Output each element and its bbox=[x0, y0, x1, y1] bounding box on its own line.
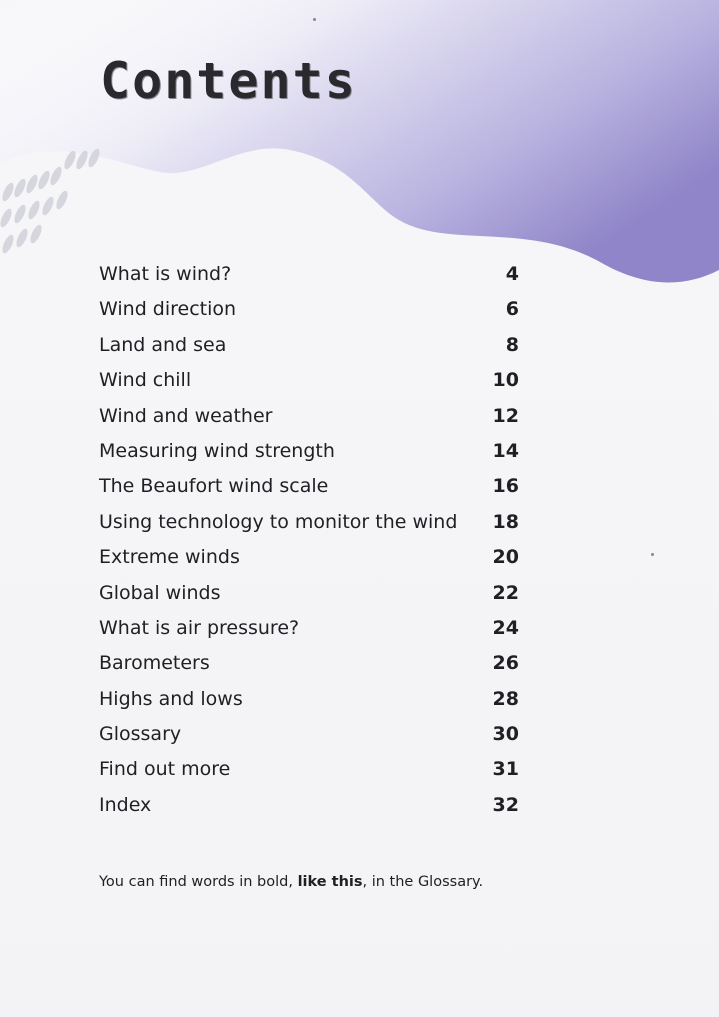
toc-entry-title: Wind and weather bbox=[99, 404, 273, 427]
glossary-note-text: You can find words in bold, bbox=[99, 874, 298, 890]
toc-entry-page: 18 bbox=[492, 510, 519, 533]
toc-entry-title: Land and sea bbox=[99, 333, 227, 356]
toc-entry[interactable] bbox=[99, 758, 519, 793]
toc-entry-page: 26 bbox=[492, 652, 519, 675]
toc-entry-title: Find out more bbox=[99, 758, 231, 781]
decorative-wave-banner bbox=[0, 0, 719, 300]
toc-entry-page: 32 bbox=[492, 793, 519, 816]
toc-entry-title: Extreme winds bbox=[99, 546, 240, 569]
speck bbox=[651, 553, 654, 556]
toc-entry[interactable] bbox=[99, 652, 519, 687]
toc-entry[interactable] bbox=[99, 546, 519, 581]
toc-entry-title: The Beaufort wind scale bbox=[99, 475, 329, 498]
toc-entry[interactable] bbox=[99, 298, 519, 333]
toc-entry-page: 8 bbox=[505, 333, 519, 356]
toc-entry[interactable] bbox=[99, 440, 519, 475]
toc-entry-page: 20 bbox=[492, 546, 519, 569]
toc-entry[interactable] bbox=[99, 617, 519, 652]
toc-entry-page: 24 bbox=[492, 616, 519, 639]
toc-entry[interactable] bbox=[99, 475, 519, 510]
toc-entry-title: What is wind? bbox=[99, 263, 232, 285]
toc-entry-title: Using technology to monitor the wind bbox=[99, 510, 458, 533]
toc-entry-title: Barometers bbox=[99, 652, 210, 675]
table-of-contents bbox=[99, 263, 519, 829]
toc-entry[interactable] bbox=[99, 582, 519, 617]
toc-entry-title: Wind chill bbox=[99, 369, 192, 392]
toc-entry[interactable] bbox=[99, 405, 519, 440]
toc-entry-title: Glossary bbox=[99, 723, 182, 746]
toc-entry-page: 28 bbox=[492, 687, 519, 710]
toc-entry-title: Measuring wind strength bbox=[99, 439, 335, 462]
dot-pattern bbox=[0, 147, 102, 255]
toc-entry-title: Highs and lows bbox=[99, 687, 243, 710]
toc-entry-page: 30 bbox=[492, 723, 519, 746]
toc-entry-page: 14 bbox=[492, 439, 519, 462]
toc-entry[interactable] bbox=[99, 723, 519, 758]
toc-entry[interactable] bbox=[99, 334, 519, 369]
toc-entry-title: Wind direction bbox=[99, 298, 237, 321]
toc-entry-title: Index bbox=[99, 793, 152, 816]
toc-entry-page: 12 bbox=[492, 404, 519, 427]
glossary-note-text-end: , in the Glossary. bbox=[362, 874, 484, 890]
toc-entry-page: 31 bbox=[492, 758, 519, 781]
toc-entry-page: 16 bbox=[492, 475, 519, 498]
toc-entry[interactable] bbox=[99, 511, 519, 546]
toc-entry-page: 10 bbox=[492, 369, 519, 392]
toc-entry[interactable] bbox=[99, 263, 519, 298]
speck bbox=[313, 18, 316, 21]
toc-entry[interactable] bbox=[99, 688, 519, 723]
glossary-note-bold-example: like this bbox=[297, 874, 363, 890]
toc-entry[interactable] bbox=[99, 369, 519, 404]
page-title: Contents bbox=[100, 52, 357, 110]
toc-entry-title: Global winds bbox=[99, 581, 221, 604]
toc-entry[interactable] bbox=[99, 794, 519, 829]
toc-entry-page: 6 bbox=[505, 298, 519, 321]
glossary-note bbox=[99, 874, 483, 890]
toc-entry-page: 4 bbox=[505, 263, 519, 285]
toc-entry-page: 22 bbox=[492, 581, 519, 604]
toc-entry-title: What is air pressure? bbox=[99, 616, 300, 639]
